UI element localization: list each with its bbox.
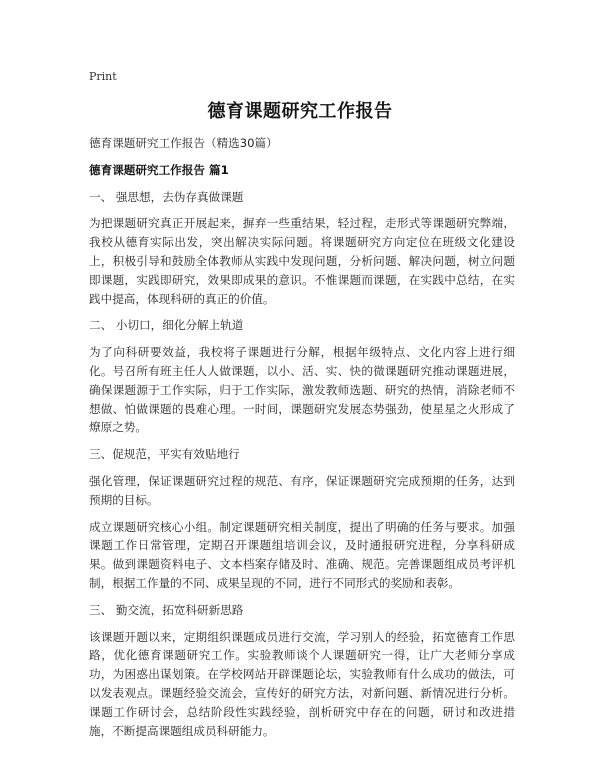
document-body [89,134,515,748]
paragraph-1: 为把课题研究真正开展起来，摒弃一些重结果，轻过程，走形式等课题研究弊端，我校从德育实际出发，突出解决实际问题。将课题研究方向定位在班级文化建设上，积极引导和鼓励全体教师从实践中发现问题，分析问题、解决问题，树立问题即课题，实践即研究，效果即成果的意识。不惟课题而课题，在实践中总结，在实践中提高，体现科研的真正的价值。 [89,216,515,306]
section-heading-1: 一、 强思想，去伪存真做课题 [89,189,244,204]
paragraph-4: 成立课题研究核心小组。制定课题研究相关制度，提出了明确的任务与要求。加强课题工作日常管理，定期召开课题组培训会议，及时通报研究进程，分享科研成果。做到课题资料电子、文本档案存储及时、准确、规范。完善课题组成员考评机制，根据工作量的不同、成果呈现的不同，进行不同形式的奖励和表彰。 [89,519,515,590]
section-heading-3: 三、促规范，平实有效贴地行 [89,447,240,462]
page-title: 德育课题研究工作报告 [207,101,393,122]
paragraph-2: 为了向科研要效益，我校将子课题进行分解，根据年级特点、文化内容上进行细化。号召所有班主任人人做课题，以小、活、实、快的微课题研究推动课题进展，确保课题源于工作实际，归于工作实际，激发教师选题、研究的热情，消除老师不想做、怕做课题的畏难心理。一时间，课题研究发展态势强劲，使星星之火形成了燎原之势。 [89,345,515,435]
print-label: Print [89,70,117,83]
section-title: 德育课题研究工作报告 篇1 [89,162,229,177]
section-heading-4: 三、 勤交流，拓宽科研新思路 [89,602,244,617]
document-subtitle: 德育课题研究工作报告（精选30篇） [89,136,278,150]
paragraph-5: 该课题开题以来，定期组织课题成员进行交流，学习别人的经验，拓宽德育工作思路，优化德育课题研究工作。实验教师谈个人课题研究一得，让广大老师分享成功，为困惑出谋划策。在学校网站开辟课题论坛，实验教师有什么成功的做法，可以发表观点。课题经验交流会，宣传好的研究方法，对新问题、新情况进行分析。课题工作研讨会，总结阶段性实践经验，剖析研究中存在的问题，研讨和改进措施，不断提高课题组成员科研能力。 [89,629,515,738]
section-heading-2: 二、 小切口，细化分解上轨道 [89,318,244,333]
paragraph-3: 强化管理，保证课题研究过程的规范、有序，保证课题研究完成预期的任务，达到预期的目标。 [89,473,515,507]
